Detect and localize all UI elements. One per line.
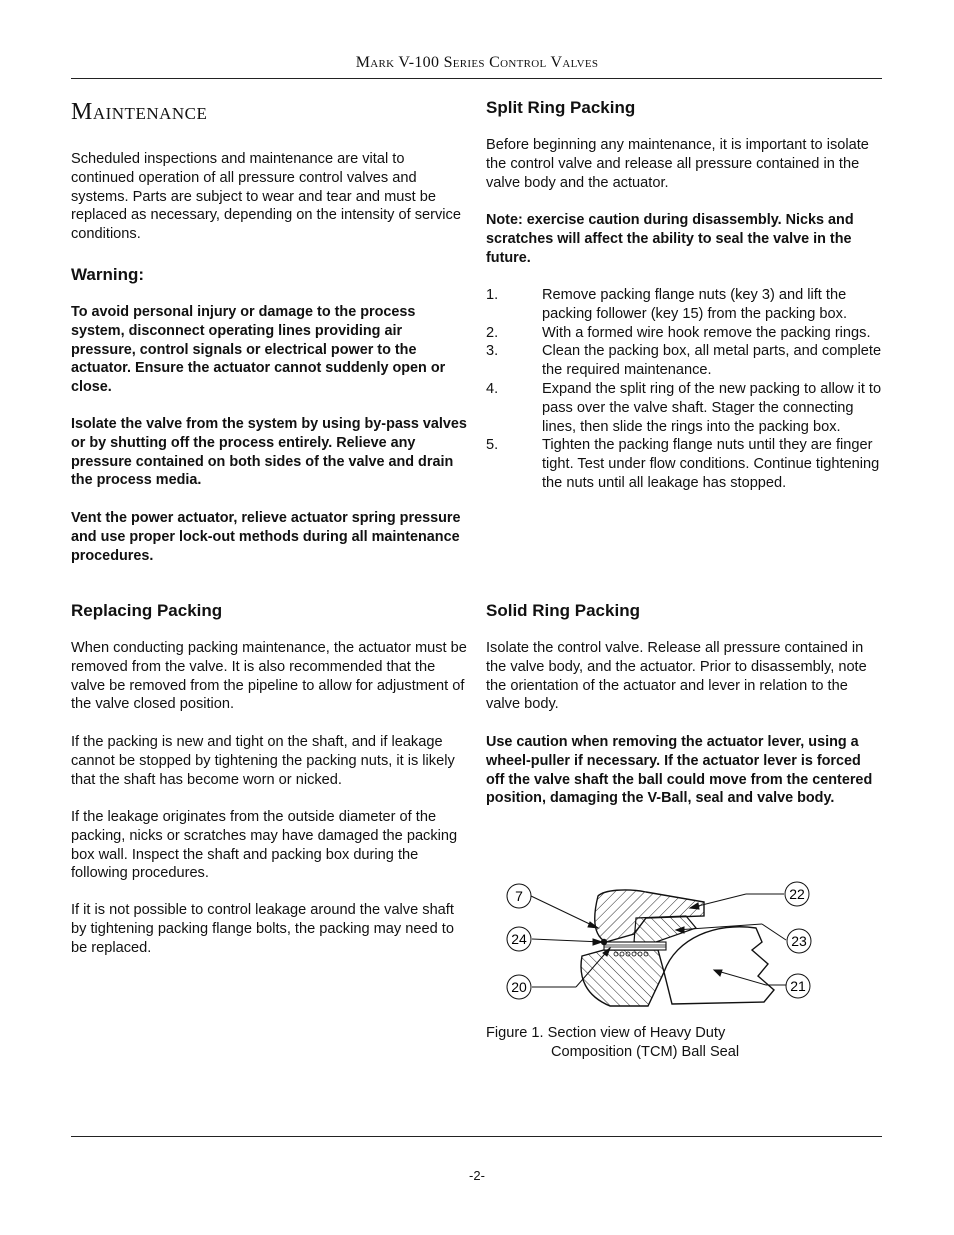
page-number: -2- [469, 1168, 485, 1183]
replacing-paragraph-1: When conducting packing maintenance, the actuator must be removed from the valve. It is also recommended that the valve be removed from the pipeline to allow for adjustment of the valve closed position. [71, 640, 467, 713]
svg-text:23: 23 [791, 933, 807, 949]
section-title: Maintenance [71, 99, 208, 125]
figure-caption-line-2: Composition (TCM) Ball Seal [551, 1043, 740, 1060]
callout-21 [786, 974, 810, 998]
replacing-packing-heading: Replacing Packing [71, 601, 223, 620]
list-item: 1. Remove packing flange nuts (key 3) and lift the packing follower (key 15) from the packing box. [486, 287, 847, 322]
svg-text:20: 20 [511, 979, 527, 995]
split-ring-note: Note: exercise caution during disassembly. Nicks and scratches will affect the ability to seal the valve in the future. [486, 212, 854, 266]
figure-caption [486, 1024, 739, 1062]
svg-text:22: 22 [789, 886, 805, 902]
header-rule [71, 78, 882, 79]
footer-rule [71, 1136, 882, 1137]
split-ring-intro: Before beginning any maintenance, it is important to isolate the control valve and release all pressure contained in the valve body and the actuator. [486, 137, 869, 191]
callout-20 [507, 975, 531, 999]
svg-text:7: 7 [515, 888, 523, 904]
running-header: Mark V-100 Series Control Valves [355, 54, 599, 71]
intro-paragraph: Scheduled inspections and maintenance are vital to continued operation of all pressure control valves and systems. Parts are subject to wear and tear and must be replaced as necessary, depending on the intensity of service conditions. [71, 151, 461, 243]
solid-ring-heading: Solid Ring Packing [486, 601, 640, 620]
callout-23 [787, 929, 811, 953]
replacing-paragraph-3: If the leakage originates from the outside diameter of the packing, nicks or scratches may have damaged the packing box wall. Inspect the shaft and packing box during the following procedures. [71, 809, 458, 882]
list-item: 5. Tighten the packing flange nuts until they are finger tight. Test under flow conditions. Continue tightening the nuts until all leakage has stopped. [486, 437, 880, 491]
packing-strip [604, 942, 666, 950]
replacing-paragraph-4: If it is not possible to control leakage around the valve shaft by tightening packing flange bolts, the packing may need to be replaced. [71, 902, 454, 956]
retainer-section [581, 950, 664, 1006]
list-item: 3. Clean the packing box, all metal parts, and complete the required maintenance. [486, 343, 882, 379]
warning-heading: Warning: [71, 265, 145, 284]
split-ring-heading: Split Ring Packing [486, 98, 636, 117]
warning-paragraph-3: Vent the power actuator, relieve actuator spring pressure and use proper lock-out methods during all maintenance procedures. [71, 510, 461, 564]
svg-text:24: 24 [511, 931, 527, 947]
list-item: 2. With a formed wire hook remove the packing rings. [486, 324, 871, 341]
solid-ring-intro: Isolate the control valve. Release all pressure contained in the valve body, and the actuator. Prior to disassembly, note the orientation of the actuator and lever in relation to the valve body. [486, 640, 867, 713]
callout-7 [507, 884, 531, 908]
svg-text:21: 21 [790, 978, 806, 994]
split-ring-steps [486, 286, 882, 493]
list-item: 4. Expand the split ring of the new packing to allow it to pass over the valve shaft. Stager the connecting lines, then slide the rings into the packing box. [486, 380, 882, 435]
maintenance-intro [71, 150, 467, 244]
replacing-paragraph-2: If the packing is new and tight on the shaft, and if leakage cannot be stopped by tightening the packing nuts, it is likely that the shaft has become worn or nicked. [71, 734, 455, 788]
figure-caption-line-1: Figure 1. Section view of Heavy Duty [486, 1025, 726, 1041]
warning-block [71, 264, 467, 286]
v-ball [664, 927, 774, 1004]
solid-ring-caution: Use caution when removing the actuator lever, using a wheel-puller if necessary. If the actuator lever is forced off the valve shaft the ball could move from the centered position, damaging the V-Ball, seal and valve body. [486, 734, 873, 807]
ball-seal-section-diagram [486, 872, 816, 1012]
callout-24 [507, 927, 531, 951]
warning-paragraph-2: Isolate the valve from the system by using by-pass valves or by shutting off the process entirely. Relieve any pressure contained on both sides of the valve and drain the process media. [71, 416, 467, 489]
warning-paragraph-1: To avoid personal injury or damage to the process system, disconnect operating lines providing air pressure, control signals or electrical power to the actuator. Ensure the actuator cannot suddenly open or close. [71, 304, 446, 396]
callout-22 [785, 882, 809, 906]
